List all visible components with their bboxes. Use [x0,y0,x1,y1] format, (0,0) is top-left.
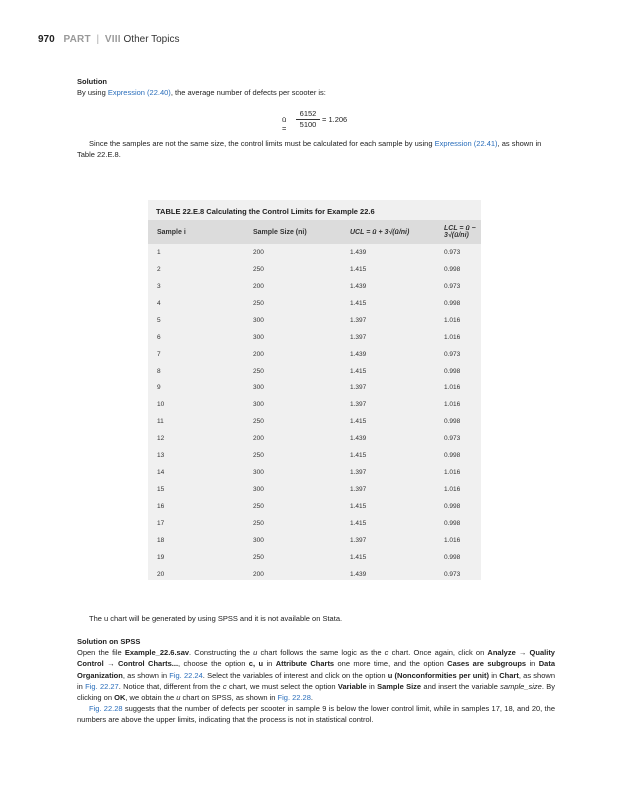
spss-heading: Solution on SPSS [77,637,141,646]
solution-heading: Solution [77,77,107,86]
spss-section [77,636,555,726]
formula-lhs: ū = [282,115,287,133]
bold-term: u (Nonconformities per unit) [387,670,489,680]
text-run: , as shown in [77,670,555,691]
page-number: 970 [38,34,55,45]
table-row [148,396,481,413]
spss-paragraph-1 [77,647,555,703]
intro-text: By using [77,88,108,97]
after-table-note: The u chart will be generated by using SPSS and it is not available on Stata. [89,614,343,623]
table-row [148,413,481,430]
cell-ucl: 1.397 [350,333,367,341]
table-row [148,363,481,380]
cell-ucl: 1.439 [350,350,367,358]
cell-sample: 13 [157,452,165,460]
italic-term: c [384,648,389,658]
cell-lcl: 0.998 [444,452,461,460]
text-run: in [488,670,500,680]
cell-sample-size: 250 [253,418,264,426]
cell-sample: 8 [157,367,161,375]
control-limits-paragraph [77,138,555,160]
table-row [148,295,481,312]
cell-lcl: 0.998 [444,503,461,511]
cell-sample-size: 200 [253,350,264,358]
italic-term: u [176,693,181,703]
cell-sample-size: 250 [253,452,264,460]
formula-denominator: 5100 [299,120,317,129]
table-row [148,244,481,261]
part-label: PART [63,34,91,45]
bold-term: c, u [248,659,264,669]
table-header-row [148,220,481,244]
table-grid [148,220,481,583]
text-run: , we obtain the [125,693,177,703]
header-sample-size: Sample Size (ni) [244,220,341,244]
formula-fraction [296,109,320,130]
cell-sample-size: 250 [253,503,264,511]
table-row [148,515,481,532]
cell-sample-size: 250 [253,299,264,307]
cell-sample: 2 [157,265,161,273]
page-header [38,34,179,45]
cell-sample-size: 200 [253,248,264,256]
text-run: . Constructing the [189,648,254,658]
table-row [148,447,481,464]
expression-22-41-link[interactable]: Expression (22.41) [434,139,498,148]
para-text: Since the samples are not the same size, the control limits must be calculated for each sample by using [89,139,435,148]
cell-sample: 16 [157,503,165,511]
cell-sample-size: 250 [253,265,264,273]
table-row [148,566,481,583]
part-number: VIII [104,34,121,45]
cell-ucl: 1.415 [350,553,367,561]
text-run: . [310,693,313,703]
topic-label: Other Topics [123,34,180,45]
cell-sample-size: 250 [253,367,264,375]
cell-ucl: 1.415 [350,452,367,460]
cell-sample-size: 300 [253,384,264,392]
bold-term: Analyze → Quality Control → Control Charts... [77,648,555,669]
formula-numerator: 6152 [296,109,320,120]
cell-sample-size: 300 [253,469,264,477]
cell-ucl: 1.397 [350,469,367,477]
cell-ucl: 1.415 [350,299,367,307]
table-row [148,430,481,447]
cell-lcl: 0.973 [444,282,461,290]
cell-sample: 18 [157,536,165,544]
table-row [148,278,481,295]
text-run: chart on SPSS, as shown in [180,693,278,703]
cell-lcl: 0.973 [444,350,461,358]
para-text-end: , as shown in Table 22.E.8. [77,139,542,159]
cell-lcl: 0.998 [444,367,461,375]
bold-term: Cases are subgroups [447,659,527,669]
cell-sample: 15 [157,486,165,494]
cell-sample: 5 [157,316,161,324]
text-run: chart. Once again, click on [388,648,488,658]
cell-lcl: 1.016 [444,469,461,477]
cell-ucl: 1.439 [350,248,367,256]
italic-term: u [253,648,258,658]
text-run: and insert the variable [421,681,501,691]
cell-sample-size: 250 [253,519,264,527]
text-run: one more time, and the option [334,659,448,669]
bold-term: Example_22.6.sav [124,648,190,658]
cell-sample-size: 200 [253,282,264,290]
cell-ucl: 1.397 [350,384,367,392]
table-row [148,549,481,566]
cell-ucl: 1.415 [350,418,367,426]
figure-link[interactable]: Fig. 22.24 [169,670,203,680]
cell-lcl: 0.998 [444,265,461,273]
cell-sample-size: 250 [253,553,264,561]
cell-lcl: 1.016 [444,384,461,392]
cell-sample-size: 300 [253,486,264,494]
formula-rhs: = 1.206 [322,115,348,124]
solution-intro [77,87,555,98]
italic-term: c [222,681,227,691]
figure-link[interactable]: Fig. 22.28 [277,693,311,703]
cell-sample-size: 300 [253,536,264,544]
cell-sample-size: 200 [253,570,264,578]
bold-term: Data Organization [77,659,555,680]
table-row [148,532,481,549]
cell-sample-size: 300 [253,316,264,324]
bold-term: OK [114,693,126,703]
bold-term: Sample Size [377,681,422,691]
text-run: in [366,681,378,691]
cell-ucl: 1.415 [350,503,367,511]
cell-ucl: 1.415 [350,519,367,527]
cell-ucl: 1.415 [350,265,367,273]
bold-term: Attribute Charts [275,659,335,669]
text-run: . By clicking on [77,681,556,703]
text-run: , as shown in [122,670,170,680]
cell-sample-size: 300 [253,333,264,341]
cell-sample: 19 [157,553,165,561]
cell-lcl: 0.973 [444,570,461,578]
table-row [148,498,481,515]
solution-section [77,76,555,98]
cell-sample: 11 [157,418,164,426]
cell-lcl: 1.016 [444,401,461,409]
cell-ucl: 1.439 [350,282,367,290]
cell-ucl: 1.397 [350,536,367,544]
text-run: . Notice that, different from the [118,681,223,691]
bold-term: Variable [337,681,367,691]
cell-ucl: 1.397 [350,486,367,494]
cell-lcl: 0.998 [444,553,461,561]
text-run: in [263,659,276,669]
figure-link[interactable]: Fig. 22.28 [89,704,123,714]
header-separator: | [96,34,100,45]
cell-sample: 20 [157,570,165,578]
text-run: chart, we must select the option [226,681,338,691]
header-lcl: LCL = ū − 3√(ū/ni) [435,220,481,244]
cell-lcl: 0.998 [444,418,461,426]
text-run: Open the file [77,648,125,658]
spss-paragraph-2 [77,703,555,725]
text-run: in [526,659,539,669]
cell-lcl: 1.016 [444,333,461,341]
cell-lcl: 1.016 [444,486,461,494]
cell-sample: 4 [157,299,161,307]
text-run: chart follows the same logic as the [257,648,385,658]
cell-sample: 14 [157,469,165,477]
cell-sample: 6 [157,333,161,341]
table-row [148,481,481,498]
text-run: , choose the option [178,659,249,669]
cell-lcl: 0.998 [444,299,461,307]
text-run: . Select the variables of interest and click on the option [202,670,388,680]
header-sample: Sample i [148,220,244,244]
expression-22-40-link[interactable]: Expression (22.40) [107,88,171,97]
table-row [148,312,481,329]
cell-ucl: 1.415 [350,367,367,375]
bold-term: Chart [499,670,519,680]
cell-ucl: 1.439 [350,435,367,443]
cell-sample: 17 [157,519,165,527]
cell-lcl: 1.016 [444,536,461,544]
cell-sample-size: 300 [253,401,264,409]
cell-sample-size: 200 [253,435,264,443]
table-row [148,346,481,363]
cell-sample: 12 [157,435,165,443]
intro-text-end: , the average number of defects per scooter is: [170,88,326,97]
cell-lcl: 0.998 [444,519,461,527]
text-run: suggests that the number of defects per scooter in sample 9 is below the lower control limit, while in samples 17, 18, and 20, the numbers are above the upper limits, indicating that the process is not in statistical control. [77,704,555,725]
table-row [148,380,481,397]
table-row [148,261,481,278]
table-row [148,464,481,481]
cell-sample: 7 [157,350,161,358]
cell-ucl: 1.397 [350,401,367,409]
control-limits-table [148,200,481,580]
cell-sample: 1 [157,248,161,256]
cell-sample: 3 [157,282,161,290]
cell-lcl: 0.973 [444,435,461,443]
cell-sample: 9 [157,384,161,392]
cell-lcl: 1.016 [444,316,461,324]
header-ucl: UCL = ū + 3√(ū/ni) [341,220,435,244]
italic-term: sample_size [500,681,542,691]
cell-ucl: 1.439 [350,570,367,578]
cell-lcl: 0.973 [444,248,461,256]
figure-link[interactable]: Fig. 22.27 [85,681,119,691]
table-title: TABLE 22.E.8 Calculating the Control Limits for Example 22.6 [156,207,375,216]
table-row [148,329,481,346]
cell-sample: 10 [157,401,165,409]
cell-ucl: 1.397 [350,316,367,324]
